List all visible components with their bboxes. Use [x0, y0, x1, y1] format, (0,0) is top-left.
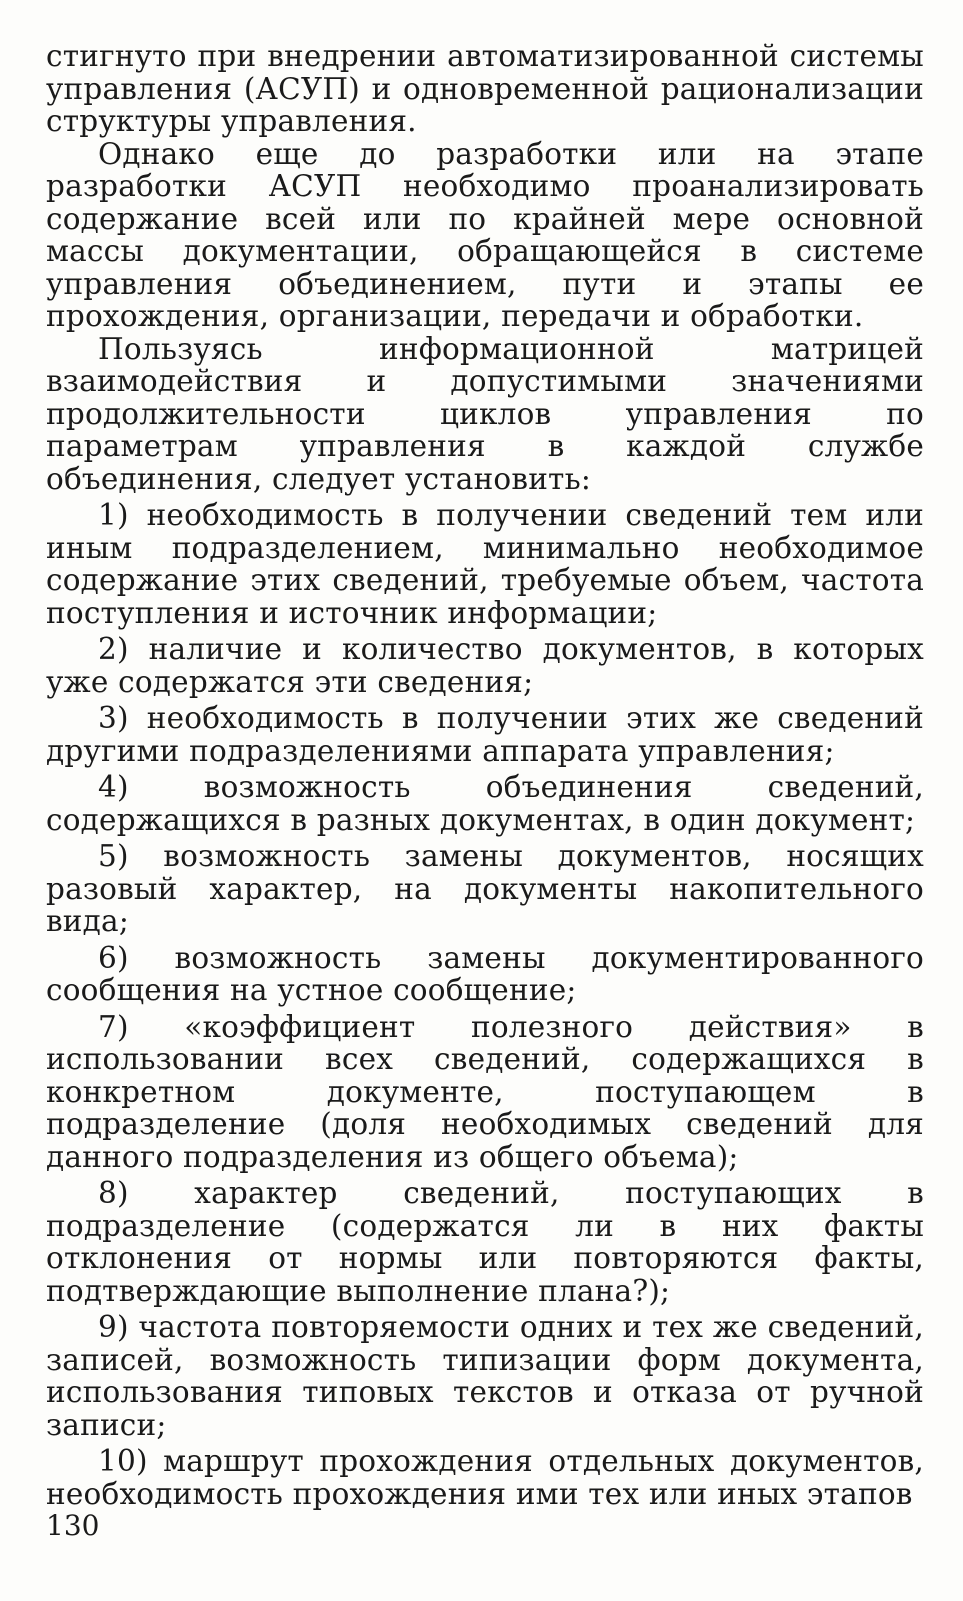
- paragraph-information-matrix: Пользуясь информационной матрицей взаимодействия и допустимыми значениями продолжительности циклов управления по параметрам управления в каждой службе объединения, следует установить:: [46, 331, 924, 496]
- list-item-3: 3) необходимость в получении этих же сведений другими подразделениями аппарата управления;: [46, 701, 924, 768]
- list-item-8: 8) характер сведений, поступающих в подразделение (содержатся ли в них факты отклонения от нормы или повторяются факты, подтверждающие выполнение плана?);: [46, 1176, 924, 1308]
- list-item-4: 4) возможность объединения сведений, содержащихся в разных документах, в один документ;: [46, 770, 924, 837]
- list-item-1: 1) необходимость в получении сведений тем или иным подразделением, минимально необходимое содержание этих сведений, требуемые объем, частота поступления и источник информации;: [46, 498, 924, 630]
- list-item-10: 10) маршрут прохождения отдельных документов, необходимость прохождения ими тех или иных этапов: [46, 1444, 924, 1511]
- list-item-2: 2) наличие и количество документов, в которых уже содержатся эти сведения;: [46, 632, 924, 699]
- list-item-7: 7) «коэффициент полезного действия» в использовании всех сведений, содержащихся в конкретном документе, поступающем в подразделение (доля необходимых сведений для данного подразделения из общего объема);: [46, 1009, 924, 1174]
- page-number: 130: [46, 1509, 100, 1542]
- list-item-5: 5) возможность замены документов, носящих разовый характер, на документы накопительного вида;: [46, 839, 924, 938]
- list-item-9: 9) частота повторяемости одних и тех же сведений, записей, возможность типизации форм документа, использования типовых текстов и отказа от ручной записи;: [46, 1310, 924, 1442]
- paragraph-asup-analysis: Однако еще до разработки или на этапе разработки АСУП необходимо проанализировать содержание всей или по крайней мере основной массы документации, обращающейся в системе управления объединением, пути и этапы ее прохождения, организации, передачи и обработки.: [46, 136, 924, 333]
- page-body-text: [46, 40, 924, 1510]
- paragraph-continuation: стигнуто при внедрении автоматизированной системы управления (АСУП) и одновременной рационализации структуры управления.: [46, 39, 924, 138]
- list-item-6: 6) возможность замены документированного сообщения на устное сообщение;: [46, 940, 924, 1007]
